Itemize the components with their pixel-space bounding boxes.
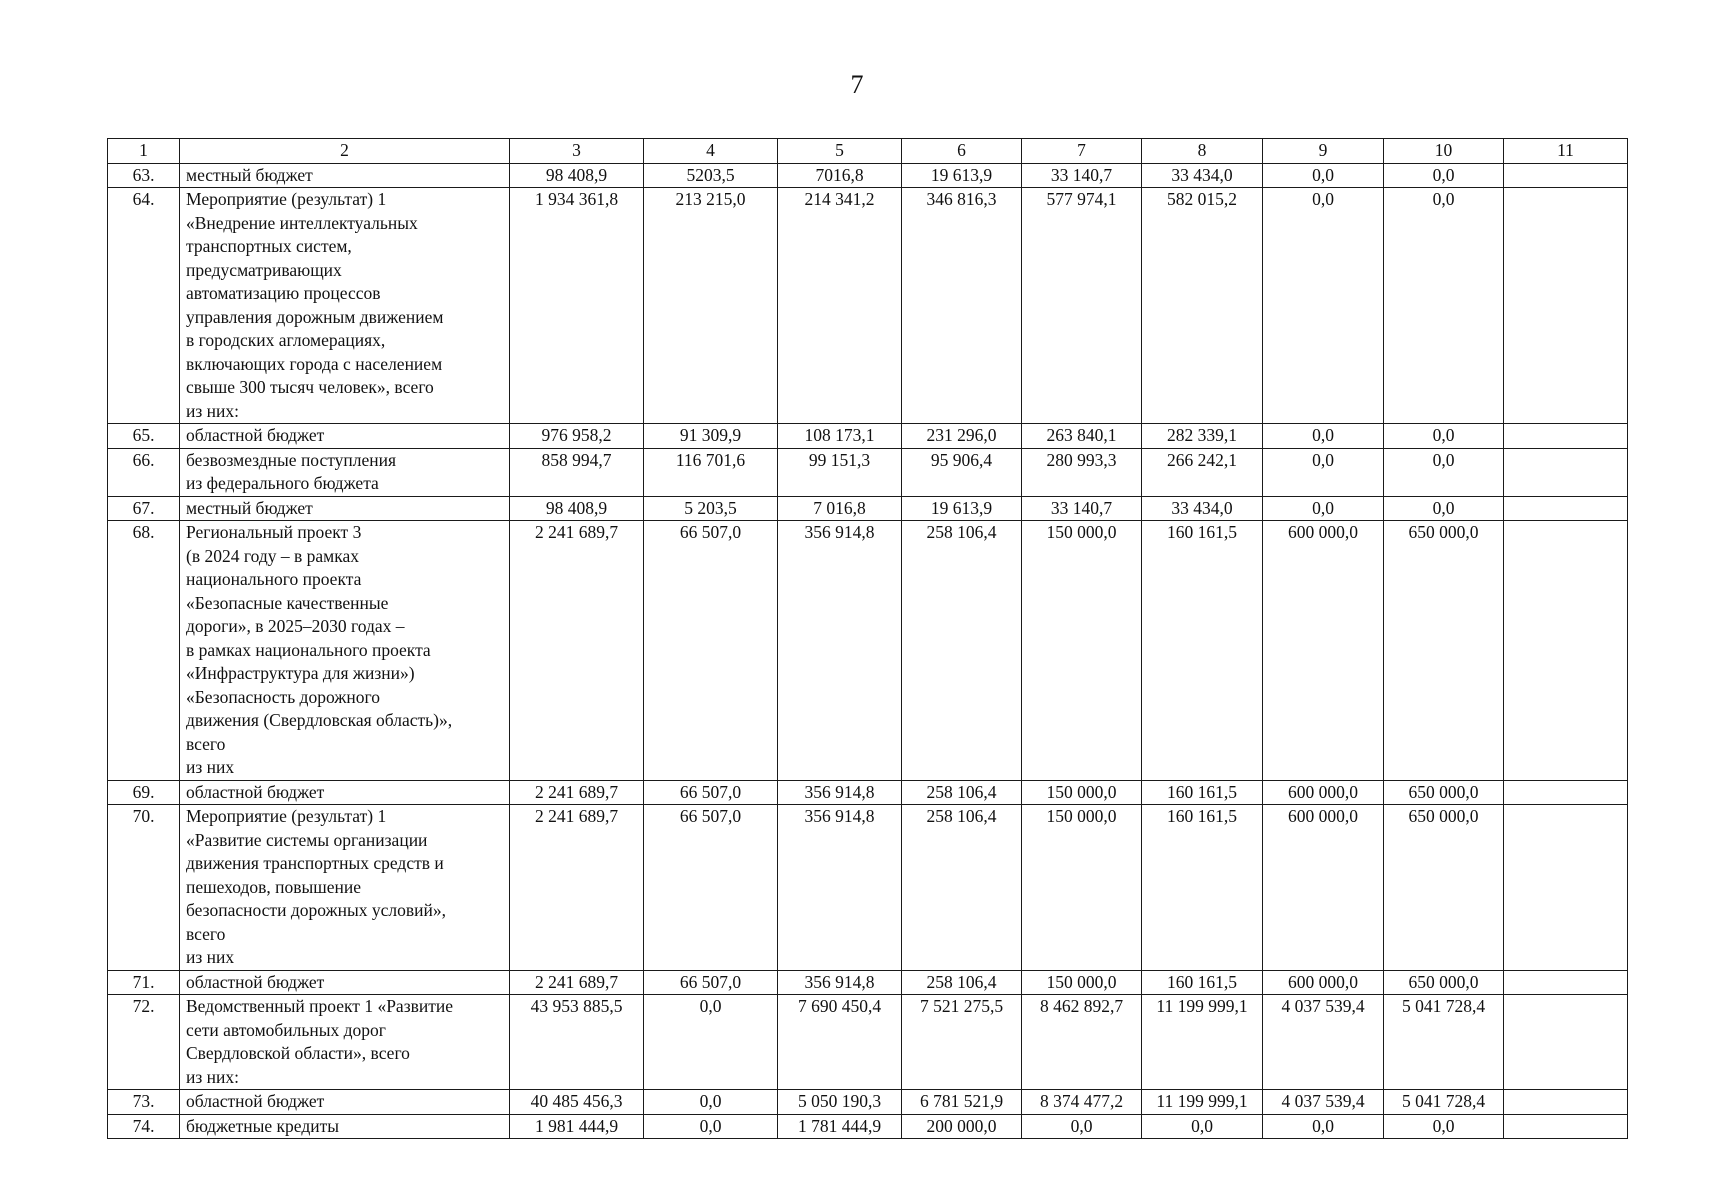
value-cell: 650 000,0 (1384, 805, 1504, 971)
value-cell: 1 981 444,9 (510, 1114, 644, 1139)
row-name: областной бюджет (180, 424, 510, 449)
header-cell: 9 (1263, 139, 1384, 164)
value-cell: 0,0 (1384, 424, 1504, 449)
header-cell: 3 (510, 139, 644, 164)
value-cell: 231 296,0 (902, 424, 1022, 449)
value-cell: 150 000,0 (1022, 521, 1142, 781)
value-cell: 2 241 689,7 (510, 521, 644, 781)
value-cell (1504, 1114, 1628, 1139)
table-row (108, 448, 1628, 496)
value-cell: 40 485 456,3 (510, 1090, 644, 1115)
row-name: бюджетные кредиты (180, 1114, 510, 1139)
value-cell (1504, 995, 1628, 1090)
value-cell: 98 408,9 (510, 496, 644, 521)
header-cell: 1 (108, 139, 180, 164)
value-cell: 600 000,0 (1263, 805, 1384, 971)
value-cell: 2 241 689,7 (510, 780, 644, 805)
value-cell: 0,0 (1384, 448, 1504, 496)
value-cell: 600 000,0 (1263, 780, 1384, 805)
value-cell: 8 374 477,2 (1022, 1090, 1142, 1115)
header-row (108, 139, 1628, 164)
value-cell: 258 106,4 (902, 521, 1022, 781)
table-body (108, 139, 1628, 1139)
value-cell: 7 690 450,4 (778, 995, 902, 1090)
value-cell: 200 000,0 (902, 1114, 1022, 1139)
value-cell (1504, 448, 1628, 496)
value-cell: 356 914,8 (778, 780, 902, 805)
page-number: 7 (850, 70, 864, 99)
value-cell: 600 000,0 (1263, 521, 1384, 781)
value-cell: 160 161,5 (1142, 780, 1263, 805)
row-name: Мероприятие (результат) 1 «Внедрение интеллектуальных транспортных систем, предусматривающих автоматизацию процессов управления дорожным движением в городских агломерациях, включающих города с населением свыше 300 тысяч человек», всего из них: (180, 188, 510, 424)
value-cell: 2 241 689,7 (510, 805, 644, 971)
value-cell: 66 507,0 (644, 805, 778, 971)
table-row (108, 1090, 1628, 1115)
value-cell: 280 993,3 (1022, 448, 1142, 496)
row-number: 70. (108, 805, 180, 971)
row-number: 71. (108, 970, 180, 995)
value-cell (1504, 496, 1628, 521)
value-cell: 1 781 444,9 (778, 1114, 902, 1139)
value-cell (1504, 188, 1628, 424)
value-cell: 11 199 999,1 (1142, 1090, 1263, 1115)
header-cell: 6 (902, 139, 1022, 164)
value-cell: 99 151,3 (778, 448, 902, 496)
value-cell: 7 016,8 (778, 496, 902, 521)
value-cell (1504, 805, 1628, 971)
value-cell: 160 161,5 (1142, 521, 1263, 781)
value-cell: 5 041 728,4 (1384, 1090, 1504, 1115)
value-cell: 43 953 885,5 (510, 995, 644, 1090)
value-cell: 356 914,8 (778, 521, 902, 781)
value-cell: 214 341,2 (778, 188, 902, 424)
value-cell: 0,0 (1263, 163, 1384, 188)
value-cell: 266 242,1 (1142, 448, 1263, 496)
value-cell (1504, 1090, 1628, 1115)
value-cell: 5203,5 (644, 163, 778, 188)
value-cell (1504, 521, 1628, 781)
table-row (108, 163, 1628, 188)
row-number: 64. (108, 188, 180, 424)
header-cell: 8 (1142, 139, 1263, 164)
value-cell: 95 906,4 (902, 448, 1022, 496)
value-cell: 282 339,1 (1142, 424, 1263, 449)
header-cell: 10 (1384, 139, 1504, 164)
header-cell: 2 (180, 139, 510, 164)
value-cell: 2 241 689,7 (510, 970, 644, 995)
value-cell: 600 000,0 (1263, 970, 1384, 995)
value-cell: 0,0 (1022, 1114, 1142, 1139)
value-cell: 5 050 190,3 (778, 1090, 902, 1115)
value-cell: 577 974,1 (1022, 188, 1142, 424)
header-cell: 11 (1504, 139, 1628, 164)
table-row (108, 995, 1628, 1090)
budget-table (107, 138, 1628, 1139)
value-cell: 6 781 521,9 (902, 1090, 1022, 1115)
table-row (108, 805, 1628, 971)
value-cell: 7016,8 (778, 163, 902, 188)
row-name: областной бюджет (180, 780, 510, 805)
value-cell: 0,0 (1263, 448, 1384, 496)
value-cell: 4 037 539,4 (1263, 1090, 1384, 1115)
value-cell: 1 934 361,8 (510, 188, 644, 424)
value-cell: 33 140,7 (1022, 163, 1142, 188)
value-cell: 150 000,0 (1022, 805, 1142, 971)
table-row (108, 424, 1628, 449)
value-cell: 346 816,3 (902, 188, 1022, 424)
value-cell: 150 000,0 (1022, 970, 1142, 995)
value-cell: 33 434,0 (1142, 496, 1263, 521)
value-cell: 66 507,0 (644, 970, 778, 995)
value-cell: 263 840,1 (1022, 424, 1142, 449)
table-row (108, 188, 1628, 424)
value-cell: 356 914,8 (778, 805, 902, 971)
row-name: Региональный проект 3 (в 2024 году – в рамках национального проекта «Безопасные качественные дороги», в 2025–2030 годах – в рамках национального проекта «Инфраструктура для жизни») «Безопасность дорожного движения (Свердловская область)», всего из них (180, 521, 510, 781)
row-number: 67. (108, 496, 180, 521)
value-cell: 650 000,0 (1384, 780, 1504, 805)
row-number: 63. (108, 163, 180, 188)
value-cell (1504, 780, 1628, 805)
row-name: областной бюджет (180, 970, 510, 995)
table-row (108, 780, 1628, 805)
value-cell: 66 507,0 (644, 521, 778, 781)
value-cell: 5 203,5 (644, 496, 778, 521)
value-cell: 258 106,4 (902, 805, 1022, 971)
value-cell: 650 000,0 (1384, 970, 1504, 995)
value-cell: 0,0 (1142, 1114, 1263, 1139)
table-row (108, 496, 1628, 521)
table-row (108, 1114, 1628, 1139)
row-number: 69. (108, 780, 180, 805)
value-cell: 91 309,9 (644, 424, 778, 449)
row-name: областной бюджет (180, 1090, 510, 1115)
value-cell (1504, 970, 1628, 995)
value-cell: 8 462 892,7 (1022, 995, 1142, 1090)
row-name: местный бюджет (180, 496, 510, 521)
header-cell: 5 (778, 139, 902, 164)
value-cell: 0,0 (1384, 496, 1504, 521)
row-number: 65. (108, 424, 180, 449)
row-name: местный бюджет (180, 163, 510, 188)
value-cell: 116 701,6 (644, 448, 778, 496)
value-cell: 0,0 (644, 1090, 778, 1115)
row-number: 68. (108, 521, 180, 781)
value-cell: 0,0 (1263, 188, 1384, 424)
value-cell: 11 199 999,1 (1142, 995, 1263, 1090)
value-cell: 258 106,4 (902, 780, 1022, 805)
value-cell: 5 041 728,4 (1384, 995, 1504, 1090)
value-cell: 98 408,9 (510, 163, 644, 188)
value-cell: 858 994,7 (510, 448, 644, 496)
value-cell: 33 140,7 (1022, 496, 1142, 521)
header-cell: 4 (644, 139, 778, 164)
value-cell (1504, 424, 1628, 449)
value-cell: 0,0 (1263, 1114, 1384, 1139)
value-cell: 582 015,2 (1142, 188, 1263, 424)
value-cell: 4 037 539,4 (1263, 995, 1384, 1090)
value-cell: 976 958,2 (510, 424, 644, 449)
value-cell: 19 613,9 (902, 496, 1022, 521)
value-cell: 0,0 (1263, 424, 1384, 449)
header-cell: 7 (1022, 139, 1142, 164)
value-cell: 0,0 (1384, 1114, 1504, 1139)
value-cell: 33 434,0 (1142, 163, 1263, 188)
value-cell: 160 161,5 (1142, 805, 1263, 971)
row-name: Ведомственный проект 1 «Развитие сети автомобильных дорог Свердловской области», всего из них: (180, 995, 510, 1090)
value-cell (1504, 163, 1628, 188)
row-number: 74. (108, 1114, 180, 1139)
value-cell: 7 521 275,5 (902, 995, 1022, 1090)
value-cell: 0,0 (1263, 496, 1384, 521)
value-cell: 0,0 (644, 1114, 778, 1139)
row-number: 72. (108, 995, 180, 1090)
row-number: 66. (108, 448, 180, 496)
value-cell: 19 613,9 (902, 163, 1022, 188)
value-cell: 0,0 (644, 995, 778, 1090)
value-cell: 650 000,0 (1384, 521, 1504, 781)
table-row (108, 970, 1628, 995)
table-row (108, 521, 1628, 781)
row-name: безвозмездные поступления из федерального бюджета (180, 448, 510, 496)
value-cell: 258 106,4 (902, 970, 1022, 995)
value-cell: 150 000,0 (1022, 780, 1142, 805)
value-cell: 0,0 (1384, 188, 1504, 424)
value-cell: 213 215,0 (644, 188, 778, 424)
row-number: 73. (108, 1090, 180, 1115)
value-cell: 66 507,0 (644, 780, 778, 805)
value-cell: 0,0 (1384, 163, 1504, 188)
value-cell: 108 173,1 (778, 424, 902, 449)
row-name: Мероприятие (результат) 1 «Развитие системы организации движения транспортных средств и пешеходов, повышение безопасности дорожных условий», всего из них (180, 805, 510, 971)
value-cell: 356 914,8 (778, 970, 902, 995)
value-cell: 160 161,5 (1142, 970, 1263, 995)
